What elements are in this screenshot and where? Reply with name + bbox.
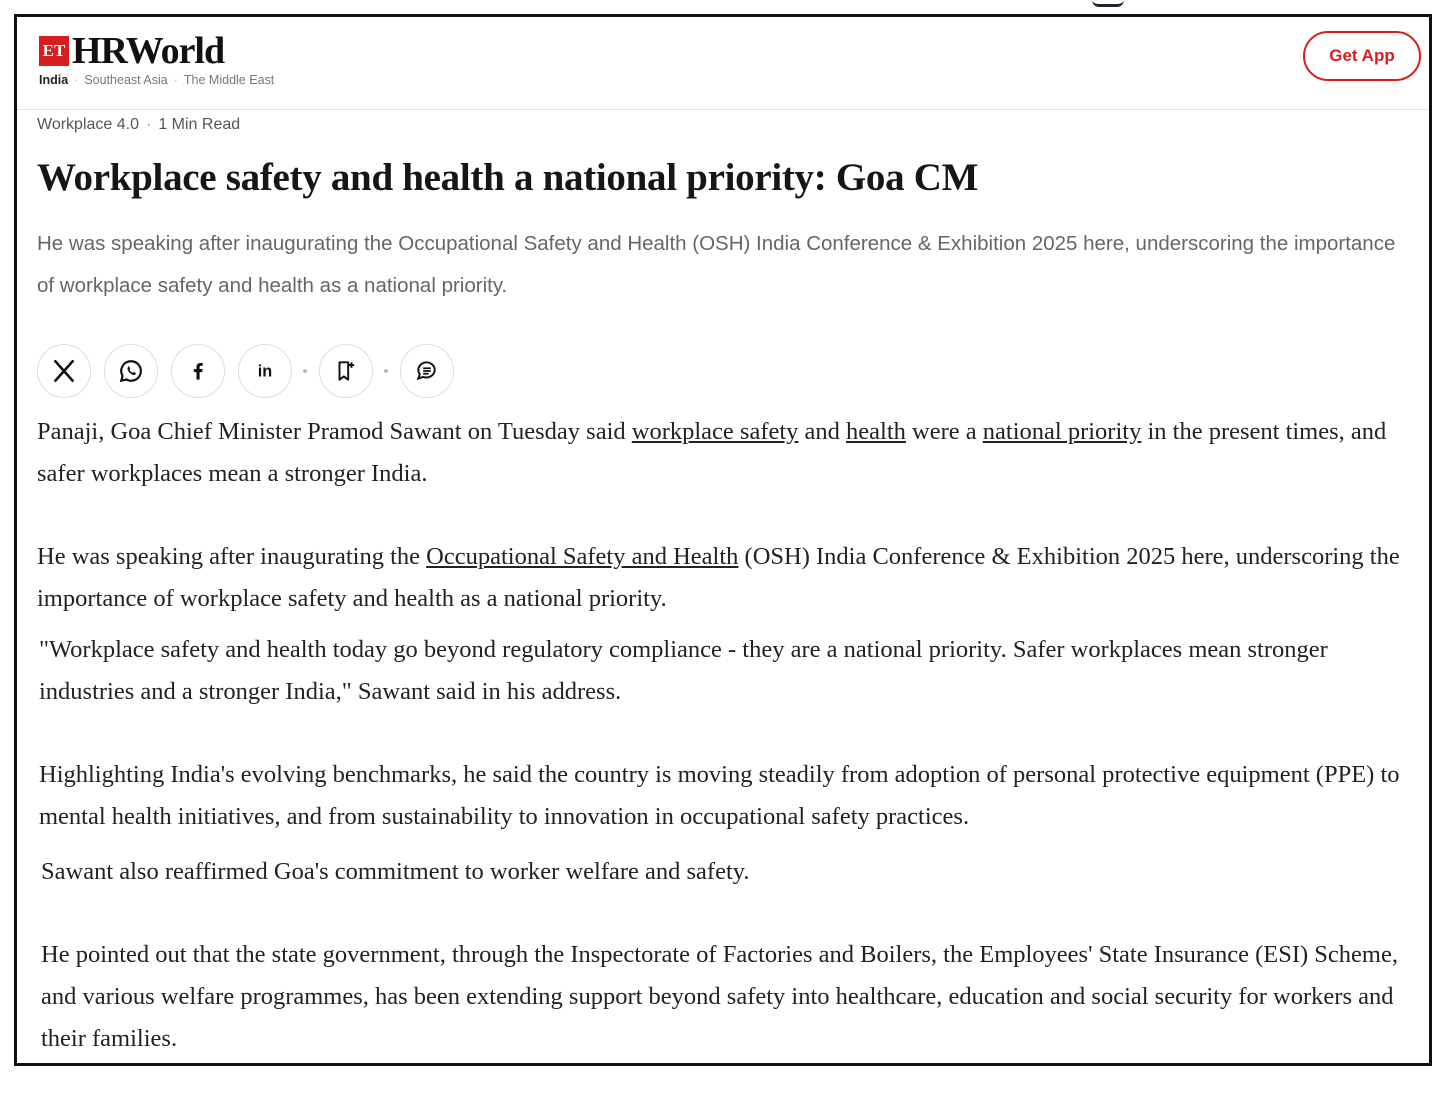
tag-link-osh[interactable]: Occupational Safety and Health bbox=[426, 543, 739, 570]
article-quote-paragraph: "Workplace safety and health today go beyond regulatory compliance - they are a national priority. Safer workplaces mean stronger industries and a stronger India," Sawant said in his address. bbox=[39, 636, 1328, 705]
article-meta bbox=[37, 116, 240, 134]
article-paragraph: Highlighting India's evolving benchmarks, he said the country is moving steadily from adoption of personal protective equipment (PPE) to mental health initiatives, and from sustainability to innovation in occupational safety practices. bbox=[39, 761, 1400, 830]
bookmark-button[interactable] bbox=[319, 344, 373, 398]
comment-button[interactable] bbox=[400, 344, 454, 398]
whatsapp-icon bbox=[118, 358, 144, 384]
get-app-button[interactable]: Get App bbox=[1303, 31, 1421, 81]
tag-link-workplace-safety[interactable]: workplace safety bbox=[631, 418, 799, 445]
article-synopsis: He was speaking after inaugurating the Occupational Safety and Health (OSH) India Conference & Exhibition 2025 here, underscoring the importance of workplace safety and health as a national priority. bbox=[37, 232, 1396, 297]
paragraph-text: were a bbox=[905, 418, 983, 445]
article-paragraph: He pointed out that the state government, through the Inspectorate of Factories and Boilers, the Employees' State Insurance (ESI) Scheme, and various welfare programmes, has been extending support beyond safety into healthcare, education and social security for workers and their families. bbox=[41, 941, 1398, 1052]
article-paragraph bbox=[37, 536, 1427, 620]
region-middle-east[interactable]: The Middle East bbox=[183, 73, 275, 87]
hrworld-logo[interactable] bbox=[39, 30, 225, 72]
region-southeast-asia[interactable]: Southeast Asia bbox=[84, 73, 168, 87]
share-separator bbox=[384, 369, 388, 373]
read-time: 1 Min Read bbox=[158, 116, 241, 133]
tag-link-health[interactable]: health bbox=[846, 418, 906, 445]
paragraph-text: (OSH) India Conference & Exhibition 2025 here, underscoring the importance of workplace safety and health as a national priority. bbox=[37, 543, 1400, 612]
paragraph-text: He was speaking after inaugurating the bbox=[37, 543, 427, 570]
paragraph-text: in the present times, and safer workplaces mean a stronger India. bbox=[37, 418, 1387, 487]
x-icon bbox=[51, 358, 77, 384]
article-paragraph bbox=[37, 411, 1427, 495]
paragraph-text: Panaji, Goa Chief Minister Pramod Sawant on Tuesday said bbox=[37, 418, 632, 445]
site-header bbox=[17, 17, 1429, 110]
tag-link-national-priority[interactable]: national priority bbox=[982, 418, 1142, 445]
region-india[interactable]: India bbox=[39, 73, 69, 87]
region-switcher bbox=[39, 73, 274, 87]
region-separator: · bbox=[173, 73, 178, 87]
share-bar bbox=[37, 344, 467, 398]
facebook-icon bbox=[185, 358, 211, 384]
top-decoration bbox=[1092, 0, 1124, 7]
share-separator bbox=[303, 369, 307, 373]
article-title: Workplace safety and health a national priority: Goa CM bbox=[37, 156, 979, 199]
share-whatsapp-button[interactable] bbox=[104, 344, 158, 398]
share-linkedin-button[interactable] bbox=[238, 344, 292, 398]
share-facebook-button[interactable] bbox=[171, 344, 225, 398]
region-separator: · bbox=[74, 73, 79, 87]
et-badge: ET bbox=[39, 36, 69, 66]
comment-icon bbox=[414, 358, 440, 384]
article-page bbox=[14, 14, 1432, 1066]
bookmark-icon bbox=[333, 358, 359, 384]
paragraph-text: and bbox=[798, 418, 847, 445]
logo-name: HRWorld bbox=[72, 30, 225, 72]
share-x-button[interactable] bbox=[37, 344, 91, 398]
svg-text:in: in bbox=[257, 362, 273, 381]
article-paragraph: Sawant also reaffirmed Goa's commitment to worker welfare and safety. bbox=[41, 858, 750, 885]
meta-separator: · bbox=[145, 116, 152, 133]
linkedin-icon bbox=[252, 358, 278, 384]
category-link[interactable]: Workplace 4.0 bbox=[37, 116, 139, 133]
